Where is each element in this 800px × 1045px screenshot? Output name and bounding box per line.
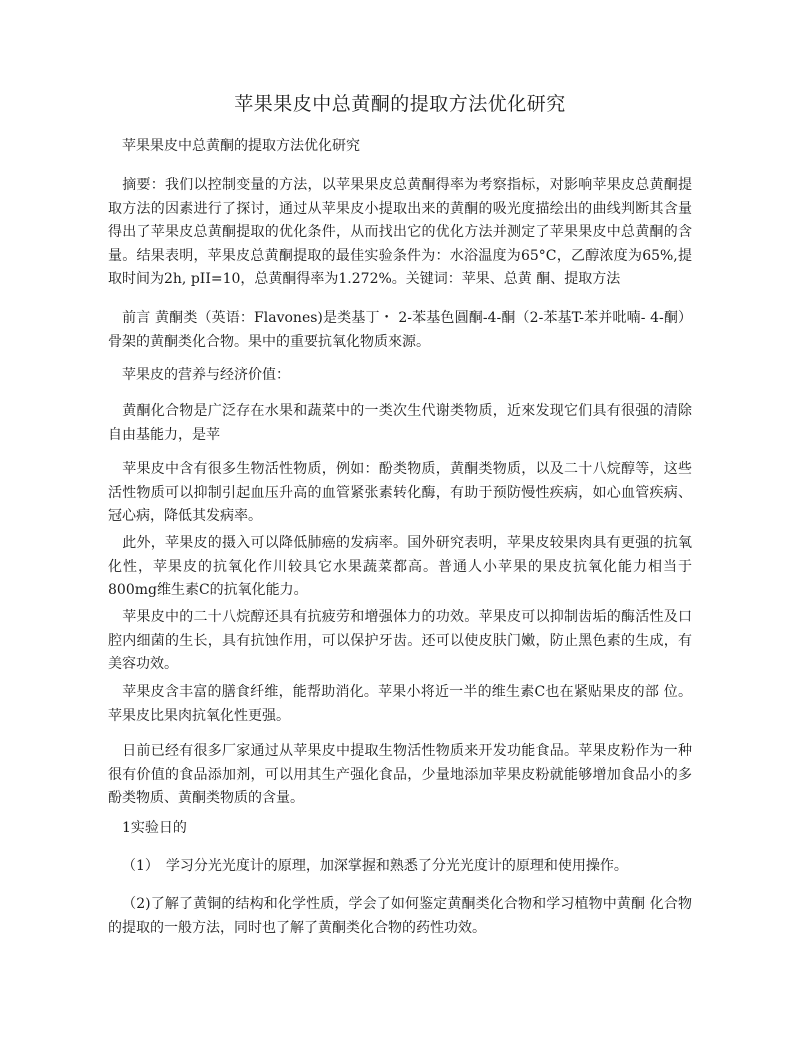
paragraph-text: 苹果皮的营养与经济价值：: [122, 367, 290, 383]
paragraph-preface: [108, 307, 692, 354]
paragraph-abstract: [108, 174, 692, 292]
paragraph-purpose-1: [108, 855, 692, 879]
paragraph-text: 摘要：我们以控制变量的方法，以苹果果皮总黄酮得率为考察指标，对影响苹果皮总黄酮提取方法的因素进行了探讨，通过从苹果皮小提取出来的黄酮的吸光度描绘出的曲线判断其含量得出了苹果皮总黄酮提取的优化条件，从而找出它的优化方法并测定了苹果果皮中总黄酮的含量。结果表明，苹果皮总黄酮提取的最佳实验条件为：水浴温度为65°C，乙醇浓度为65%,提取时间为2h, pII=10，总黄酮得率为1.272%。关键词：苹果、总黄 酮、提取方法: [108, 177, 692, 287]
paragraph-active-substances: [108, 458, 692, 529]
paragraph-text: 苹果果皮中总黄酮的提取方法优化研究: [122, 138, 360, 154]
paragraph-subtitle: [108, 135, 692, 159]
paragraph-functional-food: [108, 740, 692, 811]
paragraph-heading-purpose: [108, 817, 692, 841]
paragraph-octacosanol: [108, 606, 692, 677]
paragraph-flavonoids: [108, 400, 692, 447]
paragraph-text: 苹果皮中含有很多生物活性物质，例如：酚类物质，黄酮类物质，以及二十八烷醇等，这些活性物质可以抑制引起血压升高的血管紧张素转化酶，有助于预防慢性疾病，如心血管疾病、冠心病，降低其发病率。: [108, 461, 692, 524]
paragraph-heading-value: [108, 364, 692, 388]
paragraph-text: 1实验日的: [122, 820, 187, 836]
paragraph-purpose-2: [108, 893, 692, 940]
paragraph-text: （1） 学习分光光度计的原理，加深掌握和熟悉了分光光度计的原理和使用操作。: [122, 858, 628, 874]
paragraph-antioxidant: [108, 532, 692, 603]
paragraph-text: 苹果皮含丰富的膳食纤维，能帮助消化。苹果小将近一半的维生素C也在紧贴果皮的部 位。苹果皮比果肉抗氧化性更强。: [108, 684, 692, 724]
paragraph-text: 前言 黄酮类（英语：Flavones)是类基丁・ 2-苯基色圓酮-4-酮（2-苯基T-苯并吡喃- 4-酮）骨架的黄酮类化合物。果中的重要抗氧化物质來源。: [108, 310, 692, 350]
paragraph-text: （2)了解了黄铜的结构和化学性质，学会了如何鉴定黄酮类化合物和学习植物中黄酮 化合物的提取的一般方法，同时也了解了黄酮类化合物的药性功效。: [108, 896, 692, 936]
paragraph-text: 苹果皮中的二十八烷醇还具有抗疲劳和增强体力的功效。苹果皮可以抑制齿垢的酶活性及口腔内细菌的生长，具有抗蚀作用，可以保护牙齿。还可以使皮肤门嫩，防止黑色素的生成，有美容功效。: [108, 609, 692, 672]
paragraph-text: 日前已经有很多厂家通过从苹果皮中提取生物活性物质来开发功能食品。苹果皮粉作为一种很有价值的食品添加剂，可以用其生产强化食品，少量地添加苹果皮粉就能够增加食品小的多酚类物质、黄酮类物质的含量。: [108, 743, 692, 806]
document-title: 苹果果皮中总黄酮的提取方法优化研究: [234, 93, 566, 115]
paragraph-text: 黄酮化合物是广泛存在水果和蔬菜中的一类次生代谢类物质，近來发现它们具有很强的清除自由基能力，是苹: [108, 403, 692, 443]
paragraph-fiber: [108, 681, 692, 728]
paragraph-text: 此外，苹果皮的摄入可以降低肺癌的发病率。国外研究表明，苹果皮较果肉具有更强的抗氧化性，苹果皮的抗氧化作川较具它水果蔬菜都高。普通人小苹果的果皮抗氧化能力相当于800mg维生素C的抗氧化能力。: [108, 535, 692, 598]
